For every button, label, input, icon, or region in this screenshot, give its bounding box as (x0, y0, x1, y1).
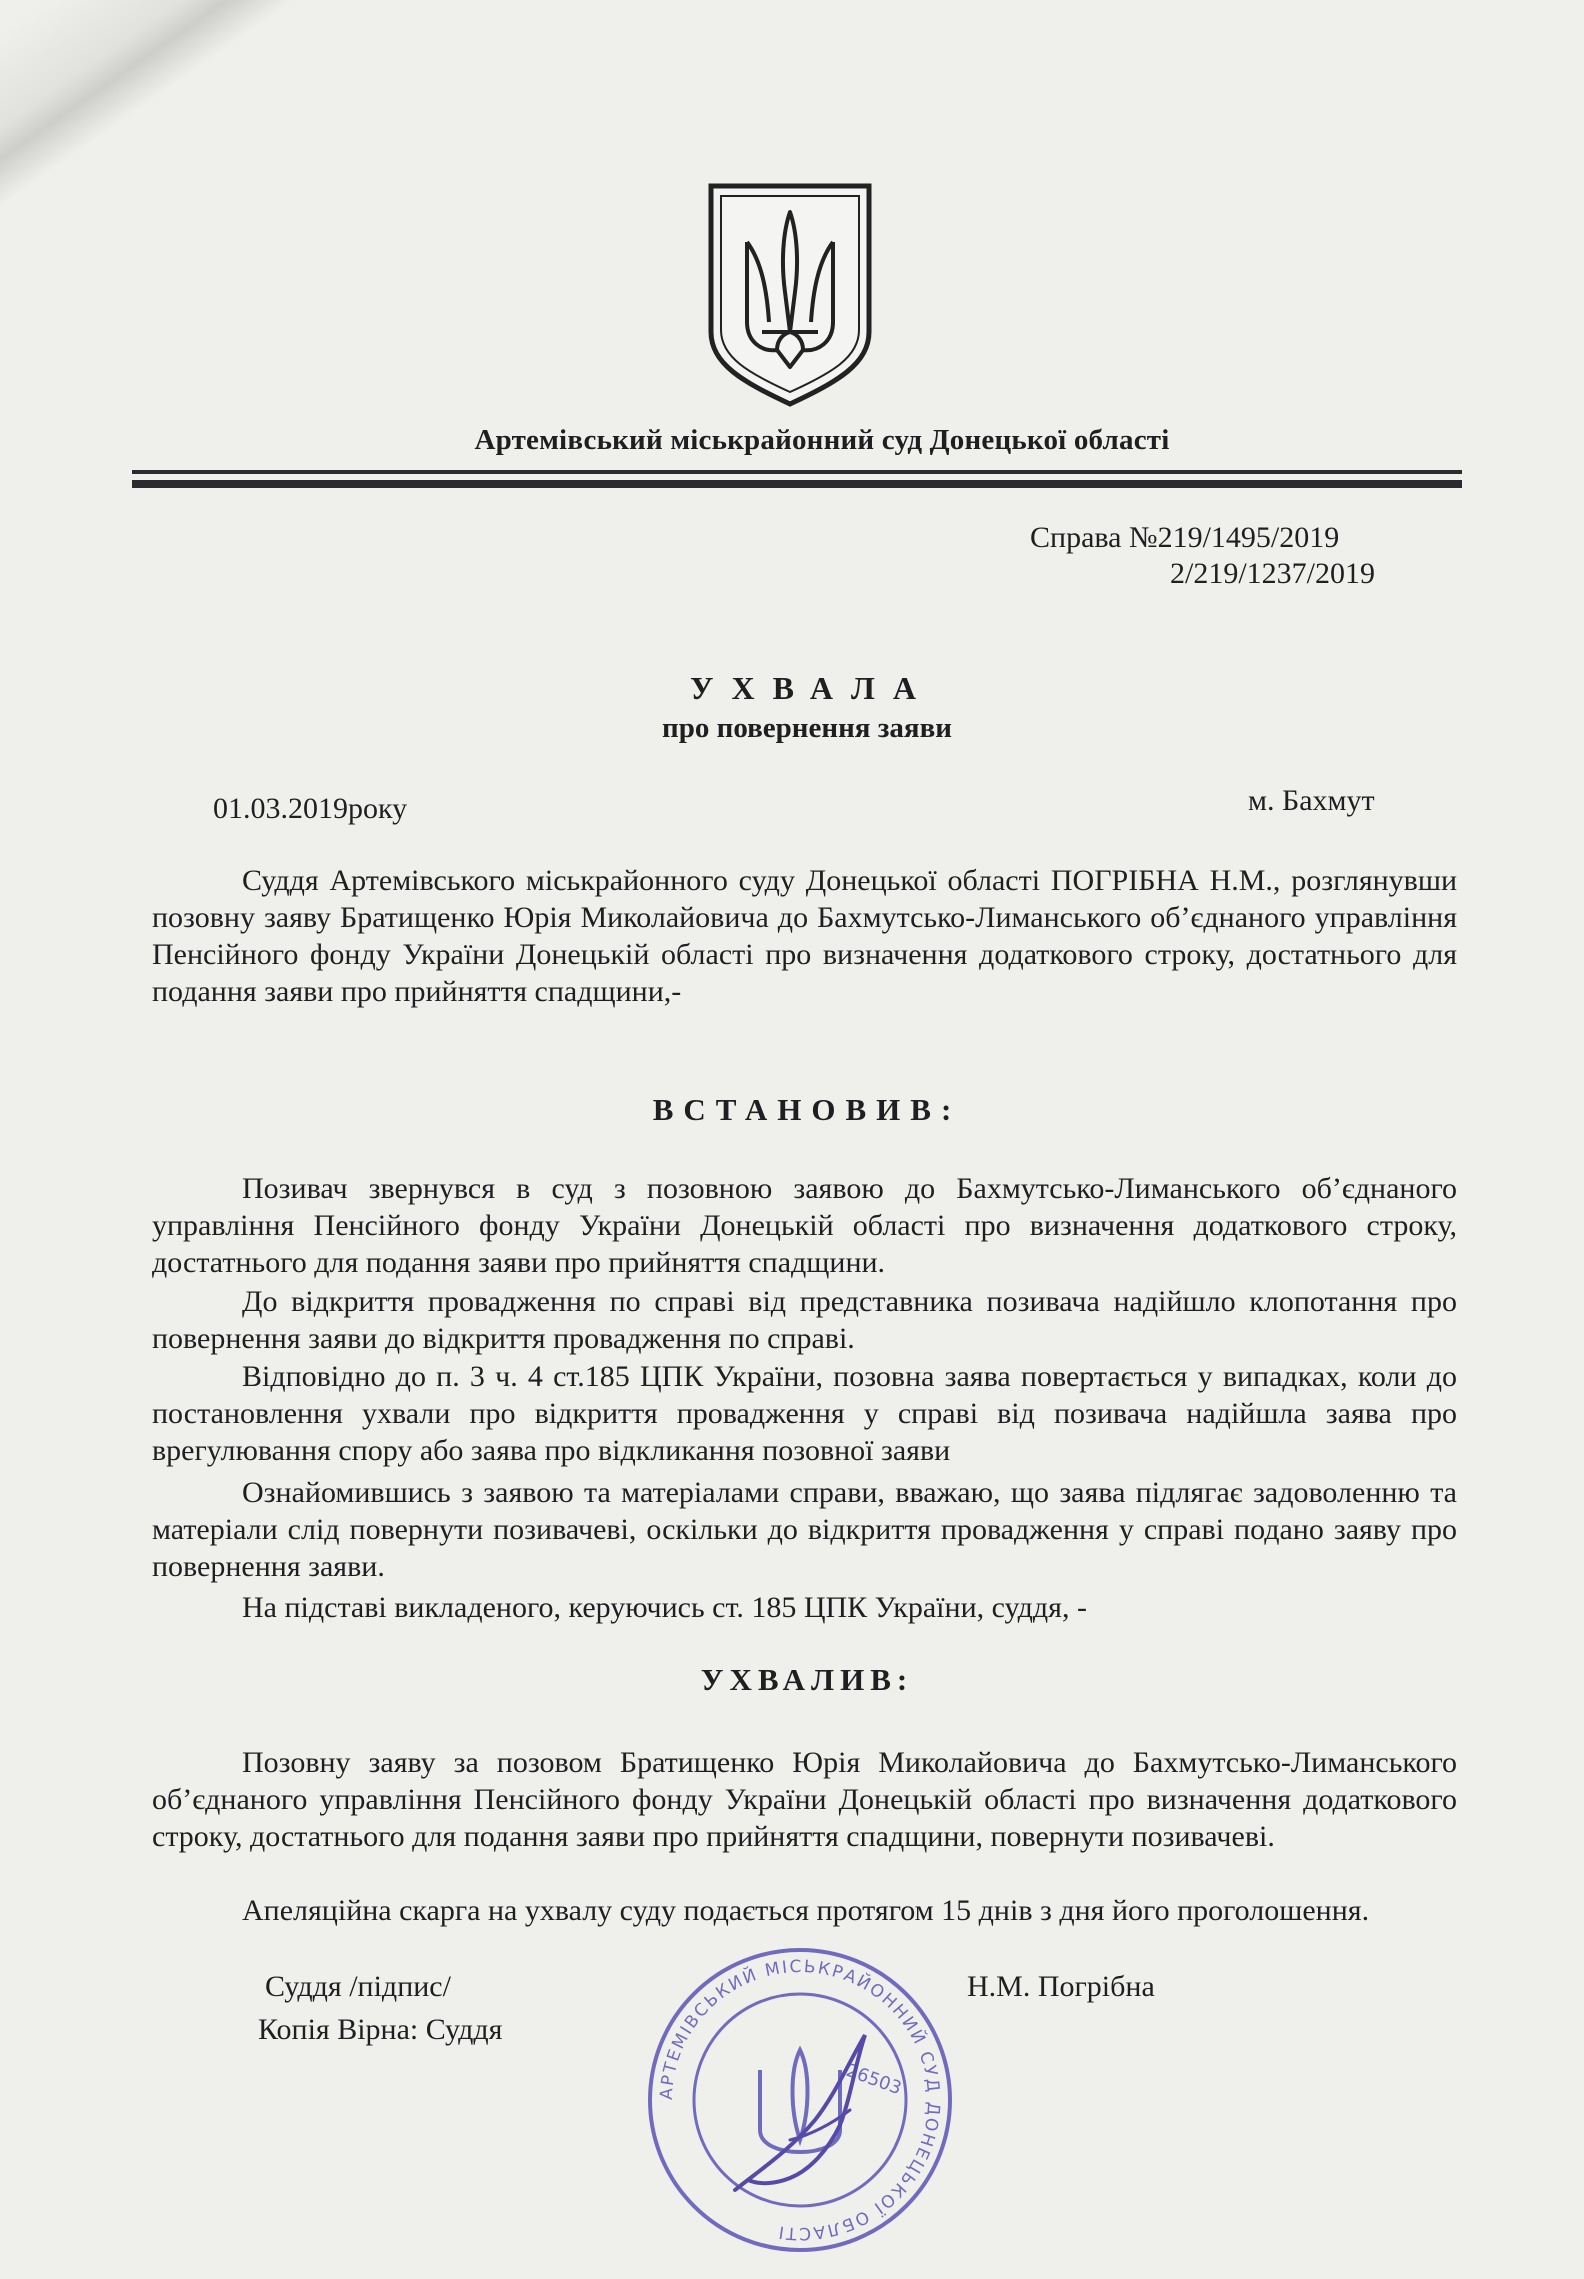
svg-text:26503: 26503 (843, 2059, 905, 2100)
copy-certified-label: Копія Вірна: Суддя (258, 2013, 503, 2046)
court-seal-stamp (640, 1940, 960, 2260)
established-paragraph-5: На підставі викладеного, керуючись ст. 185 ЦПК України, суддя, - (242, 1591, 1087, 1624)
judge-name: Н.М. Погрібна (967, 1970, 1155, 2003)
court-name: Артемівський міськрайонний суд Донецької області (474, 424, 1170, 456)
document-title: УХВАЛА (690, 670, 934, 706)
case-number-block (1030, 520, 1375, 592)
case-number-secondary: 2/219/1237/2019 (1170, 557, 1376, 590)
established-paragraph-3: Відповідно до п. 3 ч. 4 ст.185 ЦПК України, позовна заява повертається у випадках, коли до постановлення ухвали про відкриття провадження у справі від позивача надійшла заява про врегулювання спору або заява про відкликання позовної заяви (152, 1360, 1457, 1467)
paper-fold-shadow (0, 0, 377, 327)
header-rule-thin (132, 470, 1462, 474)
header-rule-thick (132, 480, 1462, 488)
section-heading-established: ВСТАНОВИВ: (652, 1092, 962, 1127)
document-city: м. Бахмут (1248, 784, 1375, 817)
ruled-paragraph-1: Позовну заяву за позовом Братищенко Юрія Миколайовича до Бахмутсько-Лиманського об’єднаного управління Пенсійного фонду України Донецькій області про визначення додаткового строку, достатнього для подання заяви про прийняття спадщини, повернути позивачеві. (152, 1746, 1457, 1853)
case-number-primary: Справа №219/1495/2019 (1030, 521, 1340, 554)
ruled-paragraph-2: Апеляційна скарга на ухвалу суду подається протягом 15 днів з дня його проголошення. (242, 1894, 1370, 1927)
document-date: 01.03.2019року (213, 792, 408, 825)
svg-text:АРТЕМІВСЬКИЙ МІСЬКРАЙОННИЙ СУД: АРТЕМІВСЬКИЙ МІСЬКРАЙОННИЙ СУД ДОНЕЦЬКОЇ ОБЛАСТІ (656, 1956, 944, 2244)
established-paragraph-2: До відкриття провадження по справі від представника позивача надійшло клопотання про повернення заяви до відкриття провадження по справі. (152, 1285, 1457, 1355)
coat-of-arms-icon (707, 182, 873, 408)
established-paragraph-1: Позивач звернувся в суд з позовною заявою до Бахмутсько-Лиманського об’єднаного управління Пенсійного фонду України Донецькій області про визначення додаткового строку, достатнього для подання заяви про прийняття спадщини. (152, 1172, 1457, 1279)
section-heading-ruled: УХВАЛИВ: (700, 1662, 914, 1697)
established-paragraph-4: Ознайомившись з заявою та матеріалами справи, вважаю, що заява підлягає задоволенню та матеріали слід повернути позивачеві, оскільки до відкриття провадження у справі подано заяву про повернення заяви. (152, 1476, 1457, 1583)
intro-paragraph: Суддя Артемівського міськрайонного суду Донецької області ПОГРІБНА Н.М., розглянувши позовну заяву Братищенко Юрія Миколайовича до Бахмутсько-Лиманського об’єднаного управління Пенсійного фонду України Донецькій області про визначення додаткового строку, достатнього для подання заяви про прийняття спадщини,- (152, 864, 1457, 1008)
judge-signature-label: Суддя /підпис/ (265, 1970, 451, 2003)
document-subtitle: про повернення заяви (662, 712, 952, 744)
